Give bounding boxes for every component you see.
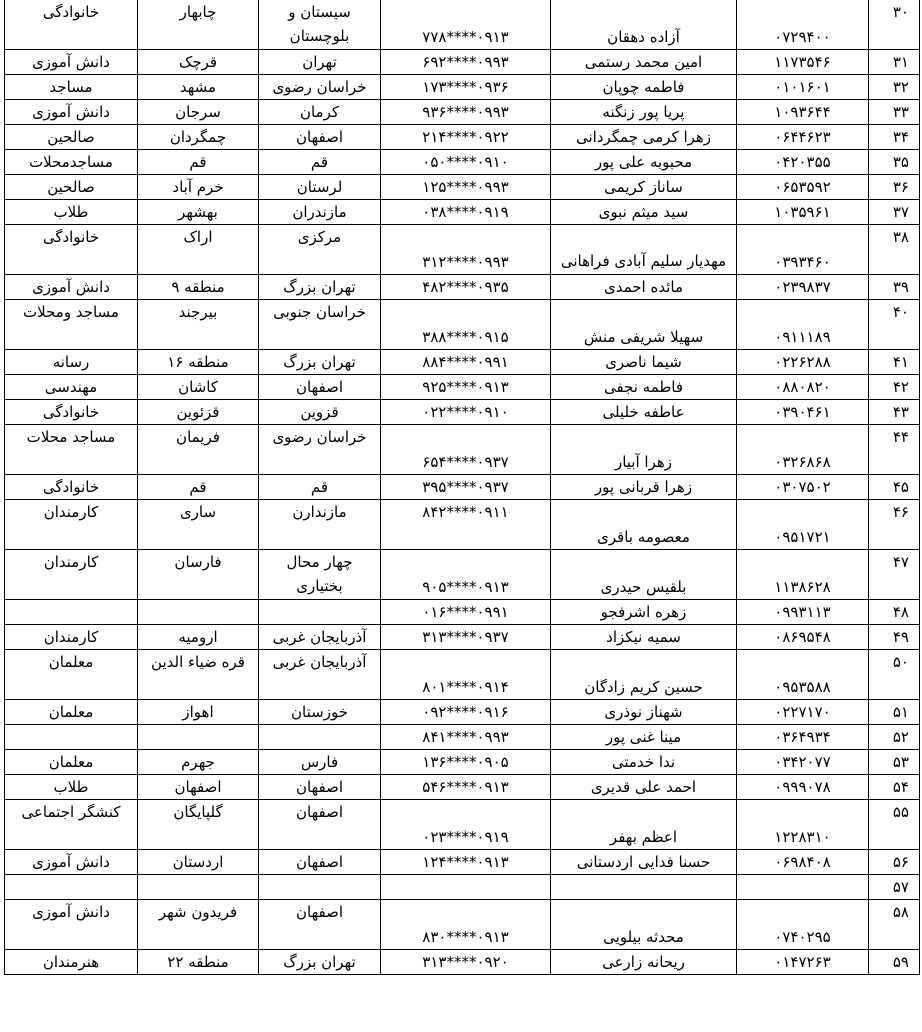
name-cell: حسنا فدایی اردستانی	[551, 850, 737, 875]
code-cell: ۰۶۴۴۶۲۳	[737, 125, 869, 150]
phone-cell: ۰۹۹۳****۳۱۲	[381, 225, 551, 275]
province-cell: تهران	[259, 50, 381, 75]
code-cell: ۱۱۳۸۶۲۸	[737, 550, 869, 600]
code-cell: ۰۳۶۴۹۳۴	[737, 725, 869, 750]
phone-cell: ۰۹۱۴****۸۰۱	[381, 650, 551, 700]
group-cell: مساجد ومحلات	[5, 300, 138, 350]
code-cell: ۰۹۵۱۷۲۱	[737, 500, 869, 550]
row-number-cell: ۴۳	[869, 400, 920, 425]
province-cell: قم	[259, 150, 381, 175]
group-cell: هنرمندان	[5, 950, 138, 975]
city-cell: فریمان	[138, 425, 259, 475]
province-cell: اصفهان	[259, 900, 381, 950]
group-cell: کنشگر اجتماعی	[5, 800, 138, 850]
group-cell: دانش آموزی	[5, 100, 138, 125]
group-cell: خانوادگی	[5, 225, 138, 275]
name-cell: مهدیار سلیم آبادی فراهانی	[551, 225, 737, 275]
province-cell	[259, 725, 381, 750]
row-number-cell: ۴۰	[869, 300, 920, 350]
table-row	[5, 775, 920, 800]
table-row	[5, 900, 920, 950]
province-cell: فارس	[259, 750, 381, 775]
table-row	[5, 650, 920, 700]
province-cell: قزوین	[259, 400, 381, 425]
table-row	[5, 100, 920, 125]
group-cell: مهندسی	[5, 375, 138, 400]
code-cell: ۰۹۱۱۱۸۹	[737, 300, 869, 350]
province-cell: آذربایجان غربی	[259, 650, 381, 700]
code-cell: ۰۱۴۷۲۶۳	[737, 950, 869, 975]
city-cell: قم	[138, 150, 259, 175]
province-cell: قم	[259, 475, 381, 500]
phone-cell: ۰۹۳۷****۳۱۳	[381, 625, 551, 650]
table-row	[5, 700, 920, 725]
code-cell: ۰۳۴۲۰۷۷	[737, 750, 869, 775]
city-cell: مشهد	[138, 75, 259, 100]
group-cell: معلمان	[5, 750, 138, 775]
table-row	[5, 625, 920, 650]
city-cell: قزئوین	[138, 400, 259, 425]
city-cell: قرچک	[138, 50, 259, 75]
phone-cell: ۰۹۱۳****۵۴۶	[381, 775, 551, 800]
province-cell: اصفهان	[259, 800, 381, 850]
name-cell: فاطمه نجفی	[551, 375, 737, 400]
province-cell: چهار محال بختیاری	[259, 550, 381, 600]
phone-cell: ۰۹۳۷****۳۹۵	[381, 475, 551, 500]
city-cell	[138, 600, 259, 625]
table-row	[5, 550, 920, 600]
code-cell: ۰۳۹۰۴۶۱	[737, 400, 869, 425]
city-cell: اصفهان	[138, 775, 259, 800]
name-cell	[551, 875, 737, 900]
city-cell: منطقه ۱۶	[138, 350, 259, 375]
code-cell: ۰۶۵۳۵۹۲	[737, 175, 869, 200]
row-number-cell: ۵۹	[869, 950, 920, 975]
name-cell: عاطفه خلیلی	[551, 400, 737, 425]
row-number-cell: ۳۴	[869, 125, 920, 150]
row-number-cell: ۳۶	[869, 175, 920, 200]
group-cell: دانش آموزی	[5, 275, 138, 300]
row-number-cell: ۴۱	[869, 350, 920, 375]
province-cell: کرمان	[259, 100, 381, 125]
code-cell: ۰۹۹۳۱۱۳	[737, 600, 869, 625]
group-cell: دانش آموزی	[5, 850, 138, 875]
table-row	[5, 175, 920, 200]
name-cell: زهرا کرمی چمگردانی	[551, 125, 737, 150]
table-row	[5, 0, 920, 50]
group-cell: خانوادگی	[5, 475, 138, 500]
city-cell: فارسان	[138, 550, 259, 600]
row-number-cell: ۴۹	[869, 625, 920, 650]
phone-cell: ۰۹۱۶****۰۹۲	[381, 700, 551, 725]
city-cell: چابهار	[138, 0, 259, 50]
row-number-cell: ۴۶	[869, 500, 920, 550]
table-row	[5, 875, 920, 900]
code-cell: ۰۳۰۷۵۰۲	[737, 475, 869, 500]
province-cell: تهران بزرگ	[259, 275, 381, 300]
province-cell	[259, 600, 381, 625]
name-cell: پریا پور زنگنه	[551, 100, 737, 125]
name-cell: فاطمه چوپان	[551, 75, 737, 100]
code-cell: ۰۹۹۹۰۷۸	[737, 775, 869, 800]
phone-cell: ۰۹۱۵****۳۸۸	[381, 300, 551, 350]
group-cell: دانش آموزی	[5, 900, 138, 950]
group-cell: کارمندان	[5, 550, 138, 600]
phone-cell: ۰۹۱۳****۷۷۸	[381, 0, 551, 50]
code-cell: ۰۴۲۰۳۵۵	[737, 150, 869, 175]
province-cell: مازندران	[259, 200, 381, 225]
city-cell: سرجان	[138, 100, 259, 125]
group-cell: طلاب	[5, 775, 138, 800]
phone-cell: ۰۹۹۳****۶۹۲	[381, 50, 551, 75]
group-cell: دانش آموزی	[5, 50, 138, 75]
table-row	[5, 750, 920, 775]
province-cell: خراسان رضوی	[259, 425, 381, 475]
phone-cell: ۰۹۹۳****۸۴۱	[381, 725, 551, 750]
row-number-cell: ۵۸	[869, 900, 920, 950]
row-number-cell: ۴۴	[869, 425, 920, 475]
group-cell: صالحین	[5, 175, 138, 200]
table-row	[5, 500, 920, 550]
table-row	[5, 275, 920, 300]
code-cell: ۱۰۳۵۹۶۱	[737, 200, 869, 225]
city-cell: فریدون شهر	[138, 900, 259, 950]
row-number-cell: ۴۲	[869, 375, 920, 400]
name-cell: زهرا قربانی پور	[551, 475, 737, 500]
group-cell	[5, 875, 138, 900]
group-cell: مساجد محلات	[5, 425, 138, 475]
name-cell: شهناز نوذری	[551, 700, 737, 725]
province-cell: اصفهان	[259, 125, 381, 150]
row-number-cell: ۴۵	[869, 475, 920, 500]
city-cell: منطقه ۲۲	[138, 950, 259, 975]
name-cell: محدثه بیلویی	[551, 900, 737, 950]
table-row	[5, 725, 920, 750]
city-cell: چمگردان	[138, 125, 259, 150]
code-cell	[737, 875, 869, 900]
row-number-cell: ۳۲	[869, 75, 920, 100]
phone-cell: ۰۹۹۱****۸۸۴	[381, 350, 551, 375]
phone-cell: ۰۹۱۰****۰۲۲	[381, 400, 551, 425]
name-cell: آزاده دهقان	[551, 0, 737, 50]
code-cell: ۰۱۰۱۶۰۱	[737, 75, 869, 100]
row-number-cell: ۳۳	[869, 100, 920, 125]
group-cell: معلمان	[5, 700, 138, 725]
participants-table	[4, 0, 920, 975]
row-number-cell: ۳۹	[869, 275, 920, 300]
code-cell: ۰۳۹۳۴۶۰	[737, 225, 869, 275]
table-row	[5, 475, 920, 500]
row-number-cell: ۵۵	[869, 800, 920, 850]
phone-cell: ۰۹۱۹****۰۳۸	[381, 200, 551, 225]
group-cell	[5, 600, 138, 625]
row-number-cell: ۳۷	[869, 200, 920, 225]
city-cell: کاشان	[138, 375, 259, 400]
name-cell: مینا غنی پور	[551, 725, 737, 750]
name-cell: اعظم بهفر	[551, 800, 737, 850]
phone-cell: ۰۹۳۶****۱۷۳	[381, 75, 551, 100]
city-cell	[138, 875, 259, 900]
city-cell: قره ضیاء الدین	[138, 650, 259, 700]
phone-cell: ۰۹۲۰****۳۱۳	[381, 950, 551, 975]
row-number-cell: ۳۵	[869, 150, 920, 175]
phone-cell	[381, 875, 551, 900]
row-number-cell: ۴۷	[869, 550, 920, 600]
code-cell: ۰۸۶۹۵۴۸	[737, 625, 869, 650]
phone-cell: ۰۹۹۳****۱۲۵	[381, 175, 551, 200]
name-cell: سمیه نیکزاد	[551, 625, 737, 650]
province-cell: لرستان	[259, 175, 381, 200]
table-row	[5, 375, 920, 400]
city-cell: خرم آباد	[138, 175, 259, 200]
group-cell	[5, 725, 138, 750]
name-cell: ساناز کریمی	[551, 175, 737, 200]
province-cell: خراسان رضوی	[259, 75, 381, 100]
code-cell: ۰۹۵۳۵۸۸	[737, 650, 869, 700]
name-cell: ریحانه زارعی	[551, 950, 737, 975]
phone-cell: ۰۹۱۹****۰۲۳	[381, 800, 551, 850]
row-number-cell: ۳۰	[869, 0, 920, 50]
city-cell: گلپایگان	[138, 800, 259, 850]
group-cell: معلمان	[5, 650, 138, 700]
phone-cell: ۰۹۳۵****۴۸۲	[381, 275, 551, 300]
table-row	[5, 425, 920, 475]
name-cell: محبوبه علی پور	[551, 150, 737, 175]
province-cell: سیستان و بلوچستان	[259, 0, 381, 50]
code-cell: ۰۲۲۶۲۸۸	[737, 350, 869, 375]
province-cell: اصفهان	[259, 850, 381, 875]
phone-cell: ۰۹۱۳****۸۳۰	[381, 900, 551, 950]
phone-cell: ۰۹۳۷****۶۵۴	[381, 425, 551, 475]
row-number-cell: ۵۶	[869, 850, 920, 875]
table-row	[5, 800, 920, 850]
province-cell: تهران بزرگ	[259, 350, 381, 375]
row-number-cell: ۴۸	[869, 600, 920, 625]
name-cell: زهرا آبیار	[551, 425, 737, 475]
code-cell: ۱۱۷۳۵۴۶	[737, 50, 869, 75]
table-row	[5, 400, 920, 425]
name-cell: مائده احمدی	[551, 275, 737, 300]
name-cell: معصومه باقری	[551, 500, 737, 550]
row-number-cell: ۵۱	[869, 700, 920, 725]
row-number-cell: ۵۰	[869, 650, 920, 700]
group-cell: مساجد	[5, 75, 138, 100]
phone-cell: ۰۹۱۱****۸۴۲	[381, 500, 551, 550]
table-body	[5, 0, 920, 975]
name-cell: زهره اشرفجو	[551, 600, 737, 625]
code-cell: ۰۲۲۷۱۷۰	[737, 700, 869, 725]
name-cell: شیما ناصری	[551, 350, 737, 375]
code-cell: ۱۰۹۳۶۴۴	[737, 100, 869, 125]
phone-cell: ۰۹۹۱****۰۱۶	[381, 600, 551, 625]
row-number-cell: ۵۴	[869, 775, 920, 800]
phone-cell: ۰۹۱۳****۹۰۵	[381, 550, 551, 600]
name-cell: احمد علی قدیری	[551, 775, 737, 800]
group-cell: طلاب	[5, 200, 138, 225]
province-cell	[259, 875, 381, 900]
table-row	[5, 150, 920, 175]
group-cell: رسانه	[5, 350, 138, 375]
table-row	[5, 350, 920, 375]
table-row	[5, 950, 920, 975]
row-number-cell: ۵۲	[869, 725, 920, 750]
province-cell: اصفهان	[259, 375, 381, 400]
name-cell: امین محمد رستمی	[551, 50, 737, 75]
phone-cell: ۰۹۹۳****۹۳۶	[381, 100, 551, 125]
table-row	[5, 125, 920, 150]
row-number-cell: ۵۷	[869, 875, 920, 900]
city-cell: بهشهر	[138, 200, 259, 225]
city-cell: اراک	[138, 225, 259, 275]
province-cell: آذربایجان غربی	[259, 625, 381, 650]
city-cell	[138, 725, 259, 750]
name-cell: حسین کریم زادگان	[551, 650, 737, 700]
province-cell: تهران بزرگ	[259, 950, 381, 975]
table-row	[5, 600, 920, 625]
table-row	[5, 225, 920, 275]
phone-cell: ۰۹۱۳****۹۲۵	[381, 375, 551, 400]
table-row	[5, 300, 920, 350]
row-number-cell: ۳۱	[869, 50, 920, 75]
name-cell: سید میثم نبوی	[551, 200, 737, 225]
group-cell: کارمندان	[5, 500, 138, 550]
province-cell: مرکزی	[259, 225, 381, 275]
code-cell: ۰۲۳۹۸۳۷	[737, 275, 869, 300]
city-cell: بیرجند	[138, 300, 259, 350]
province-cell: خراسان جنوبی	[259, 300, 381, 350]
province-cell: اصفهان	[259, 775, 381, 800]
group-cell: مساجدمحلات	[5, 150, 138, 175]
code-cell: ۱۲۲۸۳۱۰	[737, 800, 869, 850]
name-cell: سهیلا شریفی منش	[551, 300, 737, 350]
group-cell: خانوادگی	[5, 0, 138, 50]
phone-cell: ۰۹۰۵****۱۳۶	[381, 750, 551, 775]
city-cell: ساری	[138, 500, 259, 550]
table-row	[5, 850, 920, 875]
code-cell: ۰۸۸۰۸۲۰	[737, 375, 869, 400]
city-cell: جهرم	[138, 750, 259, 775]
group-cell: خانوادگی	[5, 400, 138, 425]
table-row	[5, 75, 920, 100]
name-cell: ندا خدمتی	[551, 750, 737, 775]
group-cell: صالحین	[5, 125, 138, 150]
city-cell: اهواز	[138, 700, 259, 725]
city-cell: اردستان	[138, 850, 259, 875]
province-cell: خوزستان	[259, 700, 381, 725]
code-cell: ۰۳۲۶۸۶۸	[737, 425, 869, 475]
city-cell: ارومیه	[138, 625, 259, 650]
province-cell: مازندارن	[259, 500, 381, 550]
phone-cell: ۰۹۲۲****۲۱۴	[381, 125, 551, 150]
city-cell: قم	[138, 475, 259, 500]
code-cell: ۰۷۲۹۴۰۰	[737, 0, 869, 50]
phone-cell: ۰۹۱۰****۰۵۰	[381, 150, 551, 175]
name-cell: بلقیس حیدری	[551, 550, 737, 600]
group-cell: کارمندان	[5, 625, 138, 650]
table-row	[5, 200, 920, 225]
row-number-cell: ۵۳	[869, 750, 920, 775]
city-cell: منطقه ۹	[138, 275, 259, 300]
code-cell: ۰۶۹۸۴۰۸	[737, 850, 869, 875]
code-cell: ۰۷۴۰۲۹۵	[737, 900, 869, 950]
phone-cell: ۰۹۱۳****۱۲۴	[381, 850, 551, 875]
table-row	[5, 50, 920, 75]
row-number-cell: ۳۸	[869, 225, 920, 275]
